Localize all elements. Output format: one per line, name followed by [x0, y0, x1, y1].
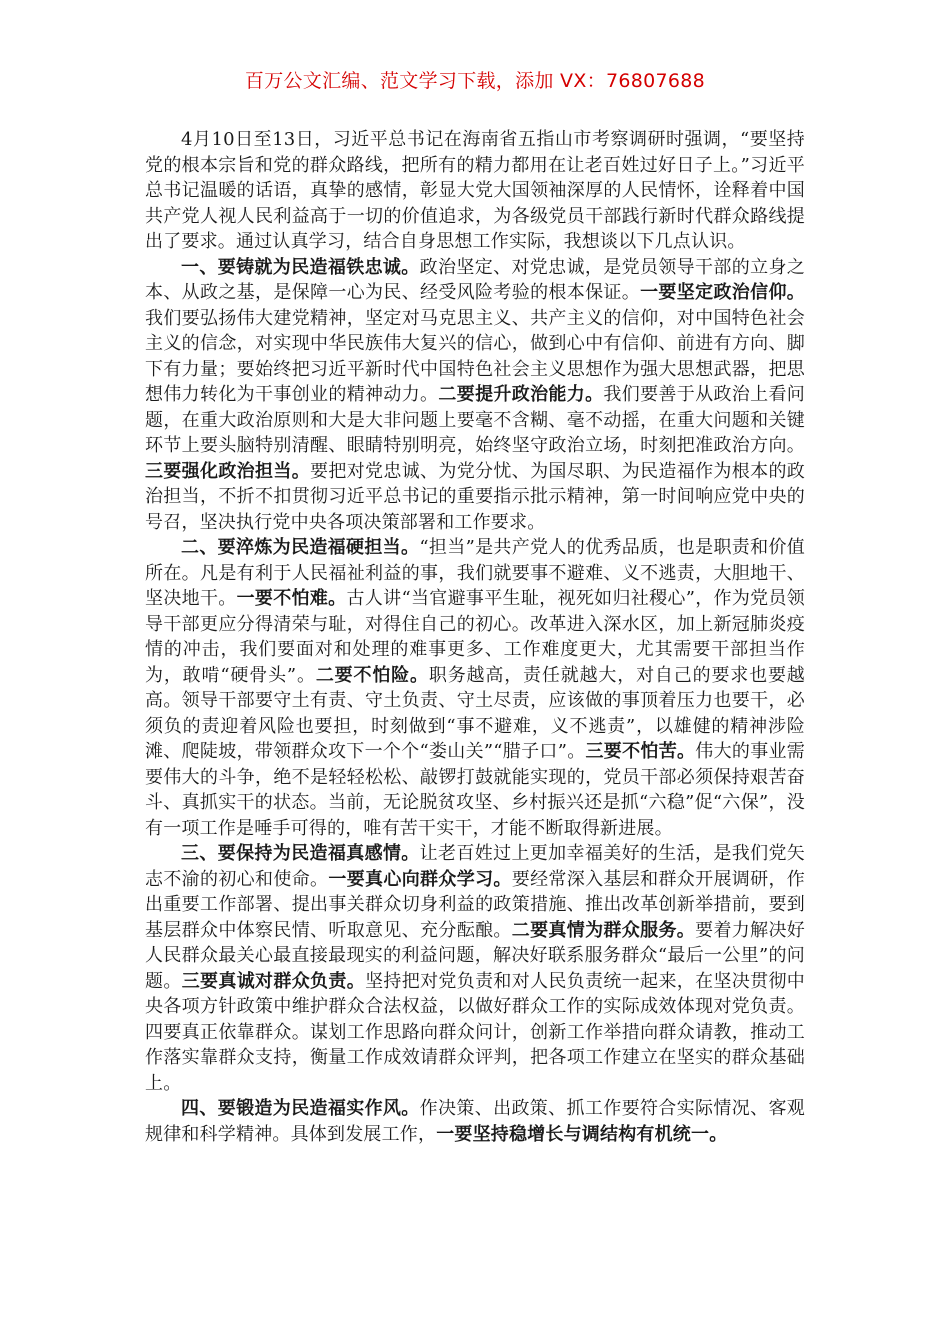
paragraph-text: 职务越高，责任就越大，对自己的要求也要越高。领导干部要守土有责、守土负责、守土尽责，应该做的事顶着压力也要干，必须负的责迎着风险也要担，时刻做到“事不避难，义不逃责”，以雄健的精神涉险滩、爬陡坡，带领群众攻下一个个“娄山关”“腊子口”。 — [145, 664, 806, 762]
sub-point-heading: 三要不怕苦。 — [585, 741, 696, 762]
section-2-paragraph — [145, 535, 805, 841]
sub-point-heading: 一要坚定政治信仰。 — [640, 282, 805, 303]
sub-point-heading: 一要坚持稳增长与调结构有机统一。 — [436, 1123, 728, 1145]
section-heading: 三、要保持为民造福真感情。 — [181, 843, 420, 864]
paragraph-text: 我们要善于从政治上看问题，在重大政治原则和大是大非问题上要毫不含糊、毫不动摇，在重大问题和关键环节上要头脑特别清醒、眼睛特别明亮，始终坚守政治立场，时刻把准政治方向。 — [145, 384, 805, 456]
section-1-paragraph — [145, 255, 805, 536]
sub-point-heading: 二要真情为群众服务。 — [511, 919, 696, 941]
document-body — [145, 127, 805, 1147]
paragraph-text: 伟大的事业需要伟大的斗争，绝不是轻轻松松、敲锣打鼓就能实现的，党员干部必须保持艰苦奋斗、真抓实干的状态。当前，无论脱贫攻坚、乡村振兴还是抓“六稳”促“六保”，没有一项工作是唾手可得的，唯有苦干实干，才能不断取得新进展。 — [145, 741, 805, 839]
sub-point-heading: 一要真心向群众学习。 — [328, 868, 512, 890]
section-heading: 一、要铸就为民造福铁忠诚。 — [181, 256, 420, 278]
sub-point-heading: 二要提升政治能力。 — [438, 384, 604, 405]
paragraph-text: 作决策、出政策、抓工作要符合实际情况、客观规律和科学精神。具体到发展工作， — [145, 1098, 805, 1145]
section-3-paragraph — [145, 841, 805, 1096]
paragraph-text: 要把对党忠诚、为党分忧、为国尽职、为民造福作为根本的政治担当，不折不扣贯彻习近平总书记的重要指示批示精神，第一时间响应党中央的号召，坚决执行党中央各项决策部署和工作要求。 — [145, 460, 805, 533]
section-heading: 二、要淬炼为民造福硬担当。 — [181, 537, 420, 558]
paragraph-text: 坚持把对党负责和对人民负责统一起来，在坚决贯彻中央各项方针政策中维护群众合法权益，以做好群众工作的实际成效体现对党负责。四要真正依靠群众。谋划工作思路向群众问计，创新工作举措向群众请教，推动工作落实靠群众支持，衡量工作成效请群众评判，把各项工作建立在坚实的群众基础上。 — [145, 970, 806, 1094]
sub-point-heading: 三要强化政治担当。 — [145, 460, 311, 482]
paragraph-text: 让老百姓过上更加幸福美好的生活，是我们党矢志不渝的初心和使命。 — [145, 843, 805, 890]
paragraph-text: 我们要弘扬伟大建党精神，坚定对马克思主义、共产主义的信仰，对中国特色社会主义的信念，对实现中华民族伟大复兴的信心，做到心中有信仰、前进有方向、脚下有力量；要始终把习近平新时代中国特色社会主义思想作为强大思想武器，把思想伟力转化为干事创业的精神动力。 — [145, 307, 805, 405]
paragraph-text: 古人讲“当官避事平生耻，视死如归社稷心”，作为党员领导干部更应分得清荣与耻，对得住自己的初心。改革进入深水区，加上新冠肺炎疫情的冲击，我们要面对和处理的难事更多、工作难度更大，尤其需要干部担当作为，敢啃“硬骨头”。 — [145, 588, 806, 686]
paragraph-text: 政治坚定、对党忠诚，是党员领导干部的立身之本、从政之基，是保障一心为民、经受风险考验的根本保证。 — [145, 256, 805, 303]
paragraph-text: 要经常深入基层和群众开展调研，作出重要工作部署、提出事关群众切身利益的政策措施、推出改革创新举措前，要到基层群众中体察民情、听取意见、充分酝酿。 — [145, 868, 806, 941]
sub-point-heading: 二要不怕险。 — [315, 664, 429, 686]
sub-point-heading: 一要不怕难。 — [236, 588, 347, 609]
section-4-paragraph — [145, 1096, 805, 1147]
paragraph-text: “担当”是共产党人的优秀品质，也是职责和价值所在。凡是有利于人民福祉利益的事，我们就要事不避难、义不逃责，大胆地干、坚决地干。 — [145, 537, 805, 609]
header-banner: 百万公文汇编、范文学习下载，添加 VX：76807688 — [244, 70, 706, 92]
paragraph-text: 要着力解决好人民群众最关心最直接最现实的利益问题，解决好联系服务群众“最后一公里”的问题。 — [145, 919, 806, 992]
paragraph-text: 4月10日至13日，习近平总书记在海南省五指山市考察调研时强调，“要坚持党的根本宗旨和党的群众路线，把所有的精力都用在让老百姓过好日子上。”习近平总书记温暖的话语，真挚的感情，彰显大党大国领袖深厚的人民情怀，诠释着中国共产党人视人民利益高于一切的价值追求，为各级党员干部践行新时代群众路线提出了要求。通过认真学习，结合自身思想工作实际，我想谈以下几点认识。 — [145, 129, 805, 252]
intro-paragraph — [145, 127, 805, 255]
sub-point-heading: 三要真诚对群众负责。 — [181, 970, 366, 992]
section-heading: 四、要锻造为民造福实作风。 — [181, 1098, 420, 1119]
